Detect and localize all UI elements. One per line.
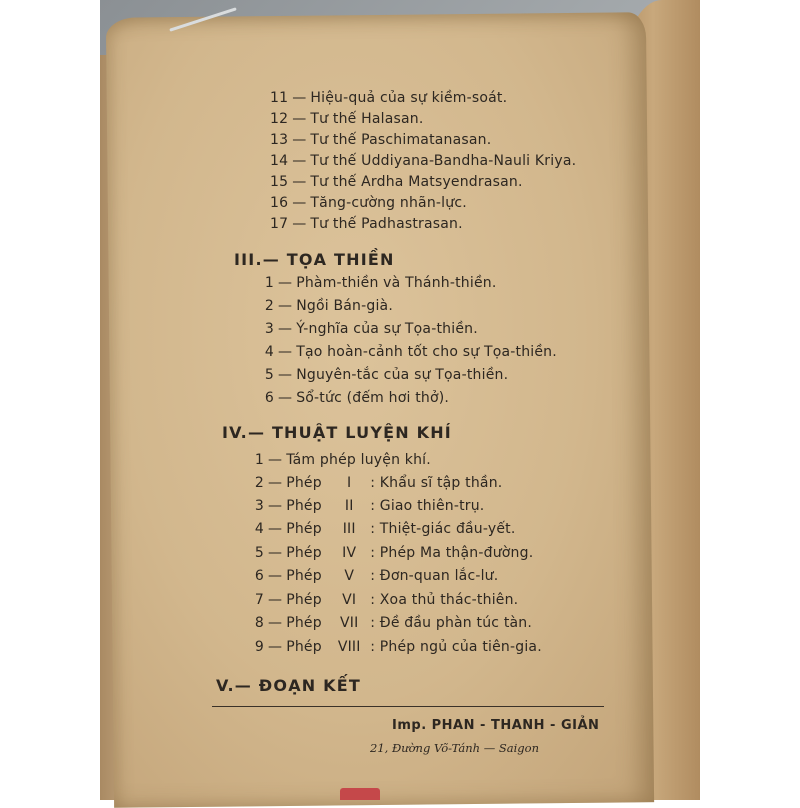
toc-step: 7 — Phép VI : Xoa thủ thác-thiên. — [248, 592, 518, 608]
item-text: Tư thế Ardha Matsyendrasan. — [310, 174, 523, 190]
toc-step: 4 — Phép III : Thiệt-giác đầu-yết. — [248, 521, 516, 537]
item-number: 17 — [270, 216, 289, 232]
item-text: Tư thế Paschimatanasan. — [310, 132, 492, 148]
item-text: : Xoa thủ thác-thiên. — [370, 592, 519, 608]
item-number: 4 — [254, 521, 264, 537]
step-roman: III — [342, 521, 356, 537]
toc-item: 6 — Sổ-tức (đếm hơi thở). — [258, 390, 449, 406]
item-text: Phàm-thiền và Thánh-thiền. — [296, 275, 497, 291]
item-number: 6 — [264, 390, 274, 406]
toc-item: 2 — Ngồi Bán-già. — [258, 298, 393, 314]
toc-item: 5 — Nguyên-tắc của sự Tọa-thiền. — [258, 367, 508, 383]
item-text: : Phép Ma thận-đường. — [370, 545, 534, 561]
toc-item: 1 — Phàm-thiền và Thánh-thiền. — [258, 275, 496, 291]
step-roman: VIII — [337, 639, 361, 655]
step-roman: VII — [339, 615, 359, 631]
step-label: Phép — [286, 475, 322, 491]
item-number: 9 — [254, 639, 264, 655]
toc-item: 11 — Hiệu-quả của sự kiềm-soát. — [270, 90, 508, 106]
item-number: 3 — [264, 321, 274, 337]
item-text: Tăng-cường nhãn-lực. — [310, 195, 467, 211]
item-number: 7 — [254, 592, 264, 608]
section-numeral: III.— — [234, 250, 280, 269]
item-number: 15 — [270, 174, 289, 190]
step-roman: V — [344, 568, 355, 584]
step-label: Phép — [286, 545, 322, 561]
toc-step: 8 — Phép VII : Đề đầu phàn túc tàn. — [248, 615, 532, 631]
section-numeral: V.— — [216, 676, 252, 695]
item-number: 2 — [264, 298, 274, 314]
item-number: 14 — [270, 153, 289, 169]
section-heading-iii — [234, 250, 395, 269]
item-number: 6 — [254, 568, 264, 584]
toc-item: 17 — Tư thế Padhastrasan. — [270, 216, 463, 232]
toc-item: 3 — Ý-nghĩa của sự Tọa-thiền. — [258, 321, 478, 337]
step-roman: VI — [342, 592, 357, 608]
toc-step: 6 — Phép V : Đơn-quan lắc-lư. — [248, 568, 498, 584]
item-text: : Thiệt-giác đầu-yết. — [370, 521, 516, 537]
item-number: 2 — [254, 475, 264, 491]
printer-address: 21, Đường Võ-Tánh — Saigon — [370, 741, 539, 755]
toc-step: 2 — Phép I : Khẩu sĩ tập thần. — [248, 475, 502, 491]
item-text: Sổ-tức (đếm hơi thở). — [296, 390, 450, 406]
item-number: 13 — [270, 132, 289, 148]
toc-item: 12 — Tư thế Halasan. — [270, 111, 424, 127]
toc-step: 9 — Phép VIII : Phép ngủ của tiên-gia. — [248, 639, 542, 655]
step-label: Phép — [286, 568, 322, 584]
footer-rule — [212, 706, 604, 707]
item-text: Ý-nghĩa của sự Tọa-thiền. — [296, 321, 478, 337]
section-title: ĐOẠN KẾT — [258, 676, 361, 695]
step-label: Phép — [286, 592, 322, 608]
item-text: : Khẩu sĩ tập thần. — [370, 475, 503, 491]
step-label: Phép — [286, 639, 322, 655]
item-text: Tư thế Halasan. — [310, 111, 424, 127]
section-title: THUẬT LUYỆN KHÍ — [271, 423, 452, 442]
step-roman: II — [344, 498, 354, 514]
item-number: 5 — [264, 367, 274, 383]
item-number: 4 — [264, 344, 274, 360]
item-number: 1 — [254, 452, 264, 468]
item-text: Hiệu-quả của sự kiềm-soát. — [310, 90, 508, 106]
section-heading-iv — [222, 423, 452, 442]
toc-step: 5 — Phép IV : Phép Ma thận-đường. — [248, 545, 533, 561]
item-text: Ngồi Bán-già. — [296, 298, 393, 314]
item-text: : Giao thiên-trụ. — [370, 498, 485, 514]
item-number: 5 — [254, 545, 264, 561]
item-text: Tám phép luyện khí. — [286, 452, 431, 468]
item-number: 12 — [270, 111, 289, 127]
step-label: Phép — [286, 521, 322, 537]
section-numeral: IV.— — [222, 423, 266, 442]
step-roman: I — [347, 475, 352, 491]
toc-step: 3 — Phép II : Giao thiên-trụ. — [248, 498, 484, 514]
toc-item: 15 — Tư thế Ardha Matsyendrasan. — [270, 174, 523, 190]
step-roman: IV — [342, 545, 357, 561]
item-text: : Đề đầu phàn túc tàn. — [370, 615, 533, 631]
item-text: Tạo hoàn-cảnh tốt cho sự Tọa-thiền. — [296, 344, 557, 360]
item-text: Tư thế Padhastrasan. — [310, 216, 463, 232]
printer-name: Imp. PHAN - THANH - GIẢN — [392, 718, 600, 733]
item-text: Tư thế Uddiyana-Bandha-Nauli Kriya. — [310, 153, 577, 169]
toc-item: 4 — Tạo hoàn-cảnh tốt cho sự Tọa-thiền. — [258, 344, 557, 360]
item-number: 8 — [254, 615, 264, 631]
toc-item: 16 — Tăng-cường nhãn-lực. — [270, 195, 467, 211]
toc-item: 1 — Tám phép luyện khí. — [248, 452, 431, 468]
section-heading-v — [216, 676, 361, 695]
item-number: 16 — [270, 195, 289, 211]
item-text: : Đơn-quan lắc-lư. — [370, 568, 499, 584]
section-title: TỌA THIỀN — [286, 250, 395, 269]
item-text: : Phép ngủ của tiên-gia. — [370, 639, 542, 655]
step-label: Phép — [286, 498, 322, 514]
item-number: 11 — [270, 90, 289, 106]
toc-item: 14 — Tư thế Uddiyana-Bandha-Nauli Kriya. — [270, 153, 577, 169]
item-number: 1 — [264, 275, 274, 291]
step-label: Phép — [286, 615, 322, 631]
toc-item: 13 — Tư thế Paschimatanasan. — [270, 132, 492, 148]
item-text: Nguyên-tắc của sự Tọa-thiền. — [296, 367, 509, 383]
item-number: 3 — [254, 498, 264, 514]
